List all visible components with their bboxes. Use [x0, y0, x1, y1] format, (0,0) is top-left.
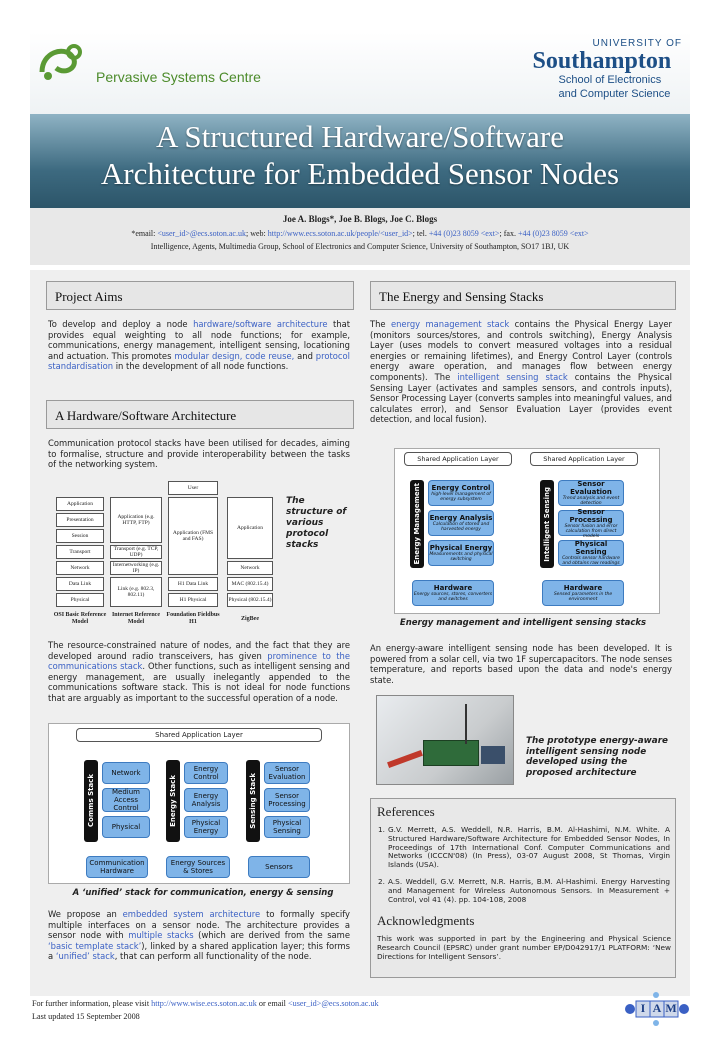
- ff-layer: H1 Data Link: [168, 577, 218, 591]
- inet-layer: Link (e.g. 802.3, 802.11): [110, 577, 162, 607]
- author-affiliation: Intelligence, Agents, Multimedia Group, School of Electronics and Computer Science, University of Southampton, SO17 1BJ, UK: [150, 242, 570, 251]
- aims-text-3: and: [297, 350, 313, 361]
- ff-label: Foundation Fieldbus H1: [166, 612, 220, 625]
- ref-number: 2.: [378, 877, 385, 886]
- fax-label: ; fax.: [499, 229, 516, 238]
- em-box-title: Energy Control: [431, 484, 491, 492]
- propose-text-4: ), linked by a shared application layer; this forms a: [48, 940, 350, 962]
- resource-highlight: prominence to the communications stack: [48, 650, 350, 672]
- poster-header: [30, 32, 690, 208]
- hw-sw-intro: Communication protocol stacks have been utilised for decades, aiming to formalise, structure and provide interoperability between the tasks of the networking system.: [48, 438, 350, 470]
- em-box-title: Energy Analysis: [429, 514, 493, 522]
- is-box-desc: Sensor fusion and error calculation from direct models: [564, 523, 618, 539]
- comms-box: Physical: [102, 816, 150, 838]
- email-link[interactable]: <user_id>@ecs.soton.ac.uk: [157, 229, 246, 238]
- footer-or-email: or email: [258, 999, 286, 1008]
- prototype-photo: [376, 695, 514, 785]
- psc-name: Pervasive Systems Centre: [96, 69, 261, 85]
- univ-line-3: School of Electronics: [558, 74, 662, 86]
- author-block: [30, 208, 690, 265]
- inet-label: Internet Reference Model: [111, 612, 161, 625]
- sensing-box: Sensor Evaluation: [264, 762, 310, 784]
- ff-layer: H1 Physical: [168, 593, 218, 607]
- em-hw-desc: Energy sources, stores, converters and switches: [413, 592, 493, 602]
- propose-text-5: , that can perform all functionality of the node.: [114, 951, 312, 962]
- hw-box: Sensors: [248, 856, 310, 878]
- em-box-desc: Measurements and physical switching: [429, 552, 493, 562]
- propose-text-1: We propose an: [48, 909, 117, 919]
- propose-text-2: to formally specify multiple interfaces on a sensor node. The architecture provides a sensor node with: [48, 909, 350, 941]
- resource-text-1: The resource-constrained nature of nodes, and the fact that they are developed around radio transceivers, has given: [48, 640, 350, 661]
- propose-text: [48, 909, 350, 962]
- unified-caption: A ‘unified’ stack for communication, energy & sensing: [72, 888, 334, 898]
- zb-layer: Application: [227, 497, 273, 559]
- sensing-box: Sensor Processing: [264, 788, 310, 812]
- osi-layer: Application: [56, 497, 104, 511]
- energy-box: Physical Energy: [184, 816, 228, 838]
- osi-layer: Data Link: [56, 577, 104, 591]
- aims-highlight-3: protocol standardisation: [48, 350, 350, 372]
- prototype-text: An energy-aware intelligent sensing node has been developed. It is powered from a solar cell, via two 1F supercapacitors. The node senses temperature, and reports based upon the data and node's energy state.: [370, 643, 672, 685]
- comms-stack-label: [84, 760, 98, 842]
- web-link[interactable]: http://www.ecs.soton.ac.uk/people/<user_id>: [267, 229, 413, 238]
- project-aims-text: [48, 319, 350, 372]
- energy-box: Energy Control: [184, 762, 228, 784]
- em-box-desc: Calculation of stored and harvested energy: [432, 522, 490, 532]
- is-label-text: Intelligent Sensing: [543, 486, 551, 562]
- propose-text-3: (which are derived from the same: [198, 930, 350, 941]
- is-box-title: Sensor Processing: [569, 507, 613, 524]
- aims-text-1: To develop and deploy a node: [48, 319, 188, 329]
- iam-letter: I: [640, 1001, 646, 1015]
- is-box-processing: [558, 507, 624, 539]
- footer-email-link[interactable]: <user_id>@ecs.soton.ac.uk: [287, 999, 379, 1008]
- em-box-physical: [428, 540, 494, 566]
- sensor-module: [481, 746, 505, 764]
- stack-caption: The structure of various protocol stacks: [286, 496, 347, 550]
- reference-item: A.S. Weddell, G.V. Merrett, N.R. Harris, B.M. Al-Hashimi. Energy Harvesting and Management for Wireless Autonomous Sensors. In Measurement + Control, vol 41 (4). pp. 104-108, 2008: [388, 877, 670, 904]
- footer-info-prefix: For further information, please visit: [32, 999, 150, 1008]
- is-box-desc: Trend analysis and event detection: [562, 496, 620, 506]
- is-label: [540, 480, 554, 568]
- comms-stack-text: Comms Stack: [87, 774, 95, 828]
- es-highlight-1: energy management stack: [390, 319, 510, 329]
- resource-text-2: . Other functions, such as intelligent sensing and energy management, are usually inelegantly appended to the communications software stack. This is not ideal for node functions that are arguably as important to the successful operation of a node.: [48, 661, 351, 703]
- is-box-title: Sensor Evaluation: [570, 480, 612, 496]
- wire: [387, 750, 423, 768]
- psc-logo-icon: [36, 42, 88, 82]
- tel-link[interactable]: +44 (0)23 8059 <ext>: [428, 229, 500, 238]
- inet-layer: Transport (e.g. TCP, UDP): [110, 545, 162, 559]
- email-label: *email:: [131, 229, 156, 238]
- energy-stack-text: Energy Stack: [169, 775, 177, 827]
- footer: [30, 996, 690, 1026]
- ff-layer: User: [168, 481, 218, 495]
- antenna: [465, 704, 467, 744]
- osi-label: OSI Basic Reference Model: [53, 612, 107, 625]
- energy-sensing-text: [370, 319, 672, 425]
- osi-layer: Transport: [56, 545, 104, 559]
- title-line-2: Architecture for Embedded Sensor Nodes: [100, 156, 620, 191]
- resource-text: [48, 640, 350, 704]
- footer-info: [32, 999, 379, 1008]
- footer-updated: Last updated 15 September 2008: [32, 1012, 140, 1021]
- osi-layer: Session: [56, 529, 104, 543]
- inet-layer: Internetworking (e.g. IP): [110, 561, 162, 575]
- references-heading: References: [377, 804, 435, 819]
- ff-layer: Application (FMS and FAS): [168, 497, 218, 575]
- inet-layer: Application (e.g. HTTP, FTP): [110, 497, 162, 543]
- energy-sensing-heading: The Energy and Sensing Stacks: [370, 281, 676, 310]
- is-box-physical: [558, 540, 624, 566]
- energy-box: Energy Analysis: [184, 788, 228, 812]
- aims-highlight-2: modular design, code reuse,: [174, 350, 295, 361]
- project-aims-heading: Project Aims: [46, 281, 354, 310]
- footer-url-link[interactable]: http://www.wise.ecs.soton.ac.uk: [151, 999, 257, 1008]
- es-text-3: contains the Physical Sensing Layer (activates and samples sensors, and controls inputs), Sensor Processing Layer (converts samples into meaningful values, and calculates error), and Sensor Evaluation Layer (provides event detection, and local fusion).: [370, 371, 672, 425]
- is-box-title: Physical Sensing: [574, 540, 608, 556]
- univ-line-4: and Computer Science: [558, 88, 671, 100]
- osi-layer: Network: [56, 561, 104, 575]
- es-text-2: contains the Physical Energy Layer (monitors sources/stores, and controls switching), Energy Analysis Layer (uses models to convert measured voltages into a residual energies or remaining lifetimes), and Energy Control Layer (controls energy aware operation, and manages flow between energy components). The: [370, 319, 672, 382]
- tel-label: ; tel.: [412, 229, 427, 238]
- propose-highlight-4: ‘unified’ stack: [55, 951, 115, 962]
- sensing-stack-label: [246, 760, 260, 842]
- is-shared-layer: Shared Application Layer: [530, 452, 638, 466]
- iam-letter: M: [665, 1001, 677, 1015]
- em-box-hardware: [412, 580, 494, 606]
- energy-stack-label: [166, 760, 180, 842]
- reference-item: G.V. Merrett, A.S. Weddell, N.R. Harris, B.M. Al-Hashimi, N.M. White. A Structured Hardware/Software Architecture for Embedded Sensor Nodes, In Proceedings of 17th International Conf. Computer Communications and Networks (ICCCN'08) (In Press), 03-07 August 2008, St Thomas, Virgin Islands (USA).: [388, 825, 670, 870]
- zb-layer: Network: [227, 561, 273, 575]
- aims-text-2: that provides equal weighting to all node functions; for example, communications, energy management, intelligent sensing, locationing and actuation. This promotes: [48, 319, 351, 361]
- propose-highlight-3: ‘basic template stack’: [48, 940, 142, 951]
- hw-box: Energy Sources & Stores: [166, 856, 230, 878]
- ack-heading: Acknowledgments: [377, 913, 475, 928]
- is-box-hardware: [542, 580, 624, 606]
- sensing-stack-text: Sensing Stack: [249, 773, 257, 829]
- em-box-control: [428, 480, 494, 506]
- iam-letter: A: [652, 1001, 662, 1015]
- em-label: [410, 480, 424, 568]
- poster-title: [30, 118, 690, 192]
- zb-layer: MAC (802.15.4): [227, 577, 273, 591]
- em-hw-title: Hardware: [433, 584, 473, 592]
- aims-highlight-1: hardware/software architecture: [193, 319, 328, 329]
- em-label-text: Energy Management: [413, 483, 421, 565]
- sensing-box: Physical Sensing: [264, 816, 310, 838]
- zb-layer: Physical (802.15.4): [227, 593, 273, 607]
- propose-highlight-2: multiple stacks: [128, 930, 194, 941]
- propose-highlight-1: embedded system architecture: [122, 909, 261, 919]
- univ-line-2: Southampton: [532, 48, 672, 74]
- iam-logo: [622, 992, 692, 1026]
- unified-shared-layer: Shared Application Layer: [76, 728, 322, 742]
- comms-box: Medium Access Control: [102, 788, 150, 812]
- osi-layer: Presentation: [56, 513, 104, 527]
- em-is-caption: Energy management and intelligent sensing stacks: [399, 618, 647, 628]
- em-box-desc: high-level management of energy subsystem: [431, 492, 491, 502]
- ref-number: 1.: [378, 825, 385, 834]
- aims-text-4: in the development of all node functions.: [115, 361, 289, 372]
- is-box-evaluation: [558, 480, 624, 506]
- comms-box: Network: [102, 762, 150, 784]
- zb-label: ZigBee: [241, 616, 259, 622]
- es-text-1: The: [370, 319, 386, 329]
- em-box-title: Physical Energy: [429, 544, 493, 552]
- ack-text: This work was supported in part by the Engineering and Physical Science Research Council (EPSRC) under grant number EP/D042917/1 PLATFORM: ‘New Directions for Intelligent Sensors’.: [377, 934, 671, 961]
- circuit-board: [423, 740, 479, 766]
- es-highlight-2: intelligent sensing stack: [457, 371, 568, 382]
- hw-box: Communication Hardware: [86, 856, 148, 878]
- fax-link[interactable]: +44 (0)23 8059 <ext>: [517, 229, 589, 238]
- is-box-desc: Controls sensor hardware and obtains raw readings: [562, 556, 620, 566]
- hw-sw-heading: A Hardware/Software Architecture: [46, 400, 354, 429]
- univ-line-1: UNIVERSITY OF: [592, 38, 682, 49]
- author-names: Joe A. Blogs*, Joe B. Blogs, Joe C. Blogs: [282, 214, 438, 224]
- osi-layer: Physical: [56, 593, 104, 607]
- em-shared-layer: Shared Application Layer: [404, 452, 512, 466]
- is-hw-desc: Sensed parameters in the environment: [553, 592, 613, 602]
- university-logo: [533, 38, 683, 101]
- web-label: ; web:: [245, 229, 266, 238]
- photo-caption: The prototype energy-aware intelligent sensing node developed using the proposed architecture: [526, 736, 669, 778]
- is-hw-title: Hardware: [563, 584, 603, 592]
- em-box-analysis: [428, 510, 494, 536]
- author-contact: [30, 229, 690, 238]
- title-line-1: A Structured Hardware/Software: [155, 119, 565, 154]
